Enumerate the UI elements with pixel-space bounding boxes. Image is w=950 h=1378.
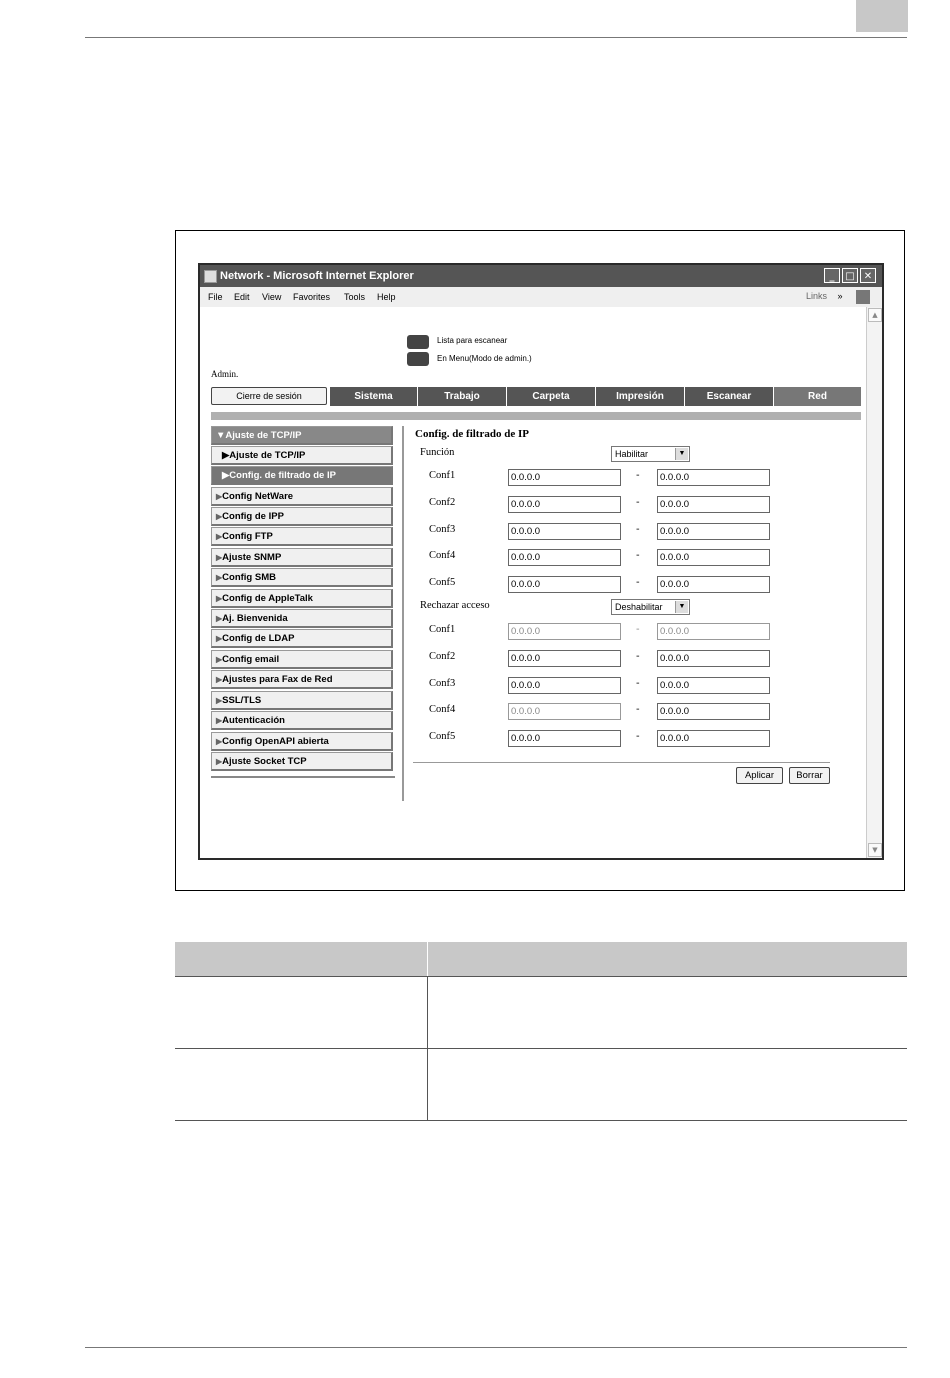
sidebar-item-label: Config NetWare xyxy=(222,491,294,502)
menu-edit[interactable]: Edit xyxy=(234,292,250,302)
menu-help[interactable]: Help xyxy=(377,292,396,302)
arrow-right-icon: ▶ xyxy=(216,553,223,562)
sidebar-item-ipp[interactable] xyxy=(211,507,393,526)
reject-from-input[interactable]: 0.0.0.0 xyxy=(508,623,621,640)
arrow-right-icon: ▶ xyxy=(216,532,223,541)
reject-from-input[interactable]: 0.0.0.0 xyxy=(508,650,621,667)
sidebar-item-label: Autenticación xyxy=(222,715,285,726)
scroll-up-icon[interactable]: ▲ xyxy=(868,308,882,322)
permit-row-label: Conf1 xyxy=(429,470,456,481)
sidebar-underline xyxy=(211,776,395,778)
menu-favorites[interactable]: Favorites xyxy=(293,292,331,302)
range-dash: - xyxy=(636,497,640,508)
reject-row-label: Conf5 xyxy=(429,731,456,742)
reject-to-input[interactable]: 0.0.0.0 xyxy=(657,730,770,747)
range-dash: - xyxy=(636,651,640,662)
permit-row-label: Conf5 xyxy=(429,577,456,588)
sidebar-item-label: Config de IPP xyxy=(222,511,284,522)
arrow-right-icon: ▶ xyxy=(216,675,223,684)
range-dash: - xyxy=(636,550,640,561)
sidebar-item-label: Config SMB xyxy=(222,572,276,583)
permit-from-input[interactable]: 0.0.0.0 xyxy=(508,469,621,486)
sidebar-item-label: Config email xyxy=(222,654,280,665)
page-title: Config. de filtrado de IP xyxy=(415,428,529,440)
reject-to-input[interactable]: 0.0.0.0 xyxy=(657,703,770,720)
column-divider xyxy=(402,426,404,801)
table-header-divider xyxy=(427,942,428,976)
range-dash: - xyxy=(636,577,640,588)
reject-to-input[interactable]: 0.0.0.0 xyxy=(657,650,770,667)
chevron-down-icon: ▼ xyxy=(675,448,688,460)
scan-status: Lista para escanear xyxy=(437,336,508,345)
permit-to-input[interactable]: 0.0.0.0 xyxy=(657,469,770,486)
sidebar-item-appletalk[interactable] xyxy=(211,589,393,608)
admin-label: Admin. xyxy=(211,369,239,379)
arrow-right-icon: ▶ xyxy=(216,573,223,582)
permit-to-input[interactable]: 0.0.0.0 xyxy=(657,496,770,513)
permit-row-label: Conf2 xyxy=(429,497,456,508)
chevron-icon: » xyxy=(837,291,843,301)
sidebar-item-label: Config de LDAP xyxy=(222,633,295,644)
header-rule xyxy=(85,37,907,38)
browser-window xyxy=(198,263,884,860)
web-page xyxy=(200,307,866,858)
sidebar-item-welcome[interactable] xyxy=(211,609,393,628)
sidebar-item-network-fax[interactable] xyxy=(211,670,393,689)
sidebar-item-ldap[interactable] xyxy=(211,629,393,648)
links-button[interactable] xyxy=(806,291,843,301)
permit-from-input[interactable]: 0.0.0.0 xyxy=(508,576,621,593)
footer-rule xyxy=(85,1347,907,1348)
reject-row-label: Conf1 xyxy=(429,624,456,635)
sidebar-item-tcpip[interactable]: ▶Ajuste de TCP/IP xyxy=(211,446,393,465)
sidebar-item-ftp[interactable] xyxy=(211,527,393,546)
arrow-right-icon: ▶ xyxy=(216,737,223,746)
sidebar-item-label: Config de AppleTalk xyxy=(222,593,313,604)
reject-label: Rechazar acceso xyxy=(420,600,490,611)
page-number-tab xyxy=(856,0,908,32)
sidebar-item-tcpip-group[interactable]: ▼Ajuste de TCP/IP xyxy=(211,426,393,445)
range-dash: - xyxy=(636,678,640,689)
reject-from-input[interactable]: 0.0.0.0 xyxy=(508,730,621,747)
tab-sistema[interactable]: Sistema xyxy=(329,387,417,406)
sidebar-item-socket[interactable] xyxy=(211,752,393,771)
separator-bar xyxy=(211,412,861,420)
sidebar-item-smb[interactable] xyxy=(211,568,393,587)
sidebar-item-label: Ajuste Socket TCP xyxy=(222,756,307,767)
range-dash: - xyxy=(636,624,640,635)
sidebar-item-label: Ajuste SNMP xyxy=(222,552,282,563)
sidebar-item-label: SSL/TLS xyxy=(222,695,262,706)
sidebar-item-netware[interactable] xyxy=(211,487,393,506)
reject-from-input[interactable]: 0.0.0.0 xyxy=(508,677,621,694)
permit-from-input[interactable]: 0.0.0.0 xyxy=(508,496,621,513)
permit-to-input[interactable]: 0.0.0.0 xyxy=(657,576,770,593)
menu-view[interactable]: View xyxy=(262,292,282,302)
maximize-icon[interactable]: □ xyxy=(842,268,858,283)
reject-select[interactable] xyxy=(611,599,690,615)
permit-to-input[interactable]: 0.0.0.0 xyxy=(657,549,770,566)
menu-bar xyxy=(200,287,882,307)
arrow-right-icon: ▶ xyxy=(216,655,223,664)
menu-tools[interactable]: Tools xyxy=(344,292,366,302)
permit-to-input[interactable]: 0.0.0.0 xyxy=(657,523,770,540)
reject-from-input[interactable]: 0.0.0.0 xyxy=(508,703,621,720)
tab-trabajo[interactable]: Trabajo xyxy=(417,387,506,406)
apply-button[interactable]: Aplicar xyxy=(736,767,783,784)
reject-row-label: Conf3 xyxy=(429,678,456,689)
mode-status: En Menu(Modo de admin.) xyxy=(437,354,532,363)
table-rule xyxy=(175,976,907,977)
table-rule xyxy=(175,1048,907,1049)
window-title: Network - Microsoft Internet Explorer xyxy=(220,270,414,282)
ie-app-icon xyxy=(204,270,217,283)
reject-row-label: Conf4 xyxy=(429,704,456,715)
range-dash: - xyxy=(636,524,640,535)
tab-impresion[interactable]: Impresión xyxy=(595,387,684,406)
range-dash: - xyxy=(636,731,640,742)
windows-logo-icon xyxy=(856,290,870,304)
table-header xyxy=(175,942,907,976)
sidebar-item-email[interactable] xyxy=(211,650,393,669)
arrow-right-icon: ▶ xyxy=(216,512,223,521)
title-bar xyxy=(200,265,882,287)
sidebar-item-auth[interactable] xyxy=(211,711,393,730)
permit-row-label: Conf4 xyxy=(429,550,456,561)
reject-select-value: Deshabilitar xyxy=(615,602,663,612)
sidebar-item-label: Config OpenAPI abierta xyxy=(222,736,329,747)
form-divider xyxy=(413,762,830,763)
arrow-right-icon: ▶ xyxy=(216,716,223,725)
permit-from-input[interactable]: 0.0.0.0 xyxy=(508,523,621,540)
reject-to-input[interactable]: 0.0.0.0 xyxy=(657,623,770,640)
links-label: Links xyxy=(806,291,828,301)
tab-carpeta[interactable]: Carpeta xyxy=(506,387,595,406)
table-rule xyxy=(175,1120,907,1121)
table-column-divider xyxy=(427,976,428,1121)
range-dash: - xyxy=(636,704,640,715)
arrow-right-icon: ▶ xyxy=(216,492,223,501)
sidebar-item-snmp[interactable] xyxy=(211,548,393,567)
sidebar-item-label: Ajustes para Fax de Red xyxy=(222,674,333,685)
permit-row-label: Conf3 xyxy=(429,524,456,535)
sidebar-item-label: Config FTP xyxy=(222,531,273,542)
sidebar-item-label: Aj. Bienvenida xyxy=(222,613,288,624)
vertical-scrollbar[interactable] xyxy=(866,307,882,858)
minimize-icon[interactable]: _ xyxy=(824,268,840,283)
sidebar-item-ip-filter[interactable]: ▶Config. de filtrado de IP xyxy=(211,466,393,485)
reject-row-label: Conf2 xyxy=(429,651,456,662)
reject-to-input[interactable]: 0.0.0.0 xyxy=(657,677,770,694)
function-select[interactable] xyxy=(611,446,690,462)
logout-button[interactable]: Cierre de sesión xyxy=(211,387,327,405)
menu-file[interactable]: File xyxy=(208,292,223,302)
clear-button[interactable]: Borrar xyxy=(789,767,830,784)
function-label: Función xyxy=(420,447,455,458)
permit-from-input[interactable]: 0.0.0.0 xyxy=(508,549,621,566)
arrow-right-icon: ▶ xyxy=(216,757,223,766)
arrow-right-icon: ▶ xyxy=(216,696,223,705)
range-dash: - xyxy=(636,470,640,481)
sidebar-item-openapi[interactable] xyxy=(211,732,393,751)
close-icon[interactable]: ✕ xyxy=(860,268,876,283)
printer-icon xyxy=(407,352,429,366)
arrow-right-icon: ▶ xyxy=(216,614,223,623)
tab-escanear[interactable]: Escanear xyxy=(684,387,773,406)
scroll-down-icon[interactable]: ▼ xyxy=(868,843,882,857)
arrow-right-icon: ▶ xyxy=(216,634,223,643)
tab-red[interactable]: Red xyxy=(773,387,861,406)
chevron-down-icon: ▼ xyxy=(675,601,688,613)
function-select-value: Habilitar xyxy=(615,449,649,459)
printer-icon xyxy=(407,335,429,349)
arrow-right-icon: ▶ xyxy=(216,594,223,603)
sidebar-item-ssl[interactable] xyxy=(211,691,393,710)
